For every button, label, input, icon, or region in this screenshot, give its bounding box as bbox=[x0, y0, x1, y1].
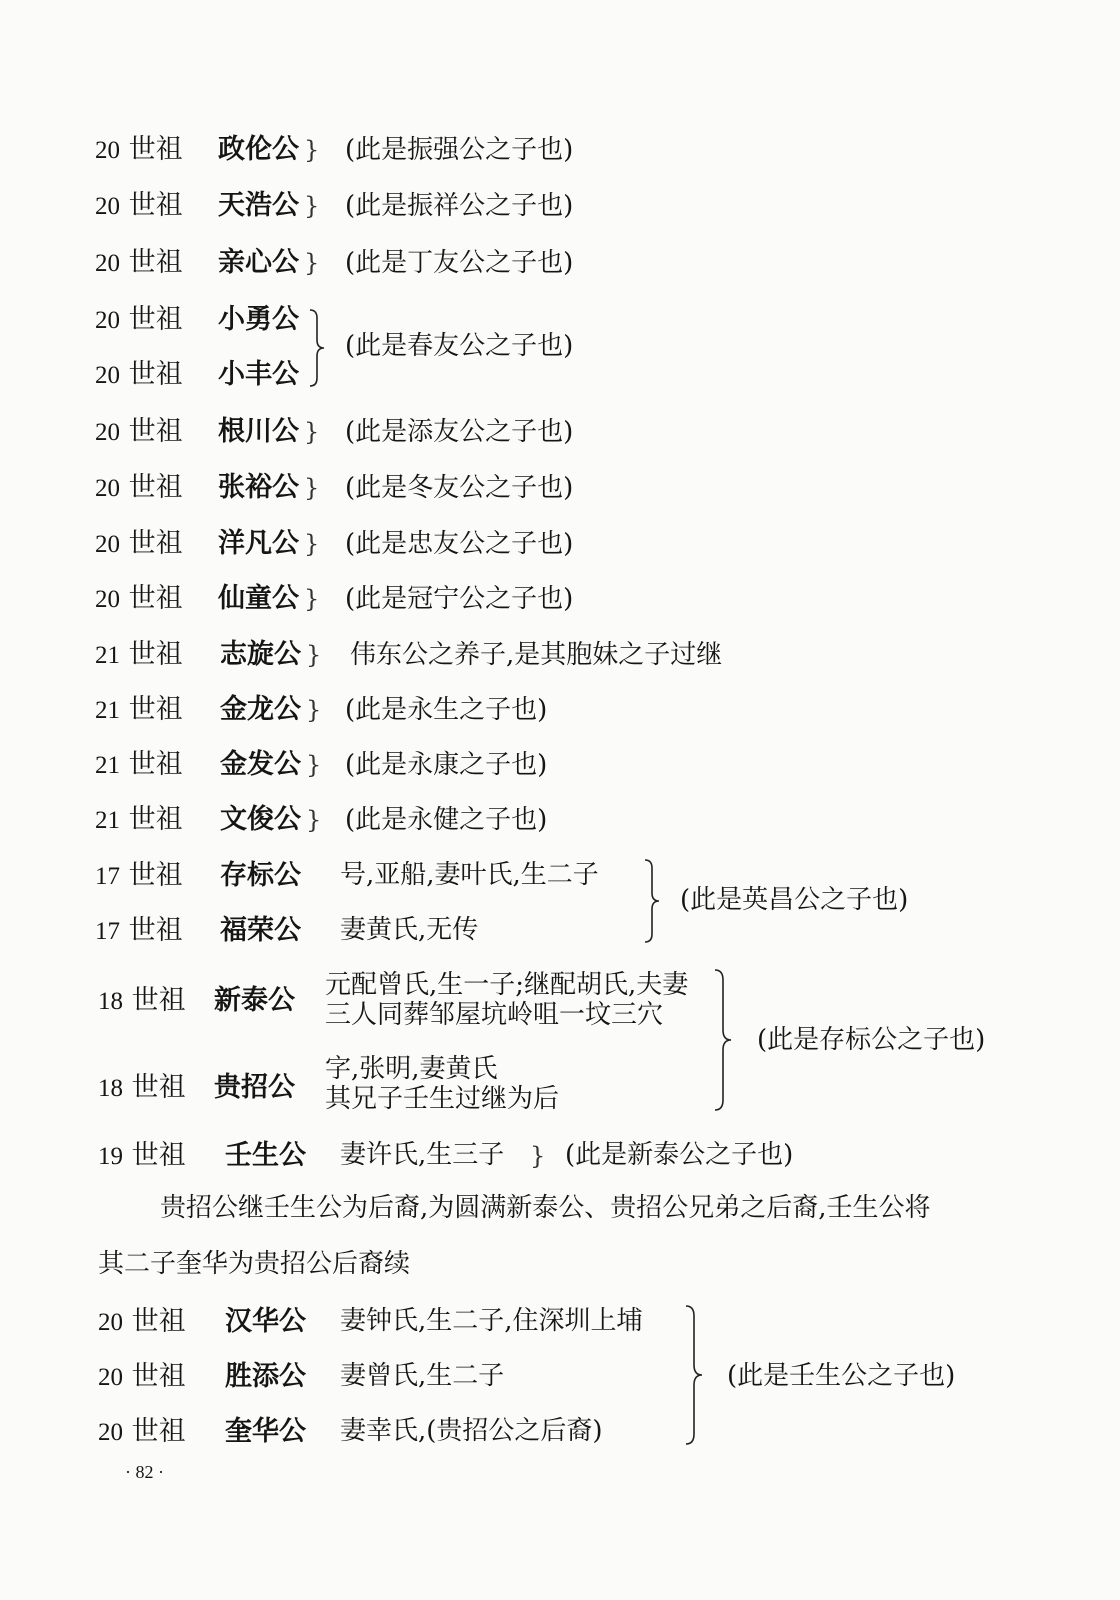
lineage-note: (此是永健之子也) bbox=[345, 805, 548, 835]
brace-mark: } bbox=[530, 1142, 546, 1170]
ancestor-name: 小丰公 bbox=[218, 359, 299, 390]
generation-label: 世祖 bbox=[128, 359, 183, 390]
generation-label: 世祖 bbox=[131, 1140, 186, 1171]
ancestor-name: 小勇公 bbox=[218, 304, 299, 335]
generation-number: 20 bbox=[95, 419, 120, 446]
generation-label: 世祖 bbox=[128, 639, 183, 670]
ancestor-description: 妻幸氏,(贵招公之后裔) bbox=[340, 1416, 603, 1446]
brace-mark: } bbox=[306, 641, 322, 669]
generation-label: 世祖 bbox=[128, 860, 183, 891]
ancestor-description: 其兄子壬生过继为后 bbox=[325, 1084, 560, 1114]
brace-mark: } bbox=[304, 136, 320, 164]
curly-brace bbox=[306, 308, 328, 388]
ancestor-name: 仙童公 bbox=[218, 583, 299, 614]
page-number: · 82 · bbox=[125, 1462, 164, 1482]
ancestor-name: 壬生公 bbox=[225, 1140, 306, 1171]
generation-label: 世祖 bbox=[131, 1361, 186, 1392]
generation-label: 世祖 bbox=[128, 190, 183, 221]
generation-label: 世祖 bbox=[128, 694, 183, 725]
lineage-note: (此是添友公之子也) bbox=[345, 417, 574, 447]
ancestor-description: 号,亚船,妻叶氏,生二子 bbox=[340, 860, 599, 890]
ancestor-name: 洋凡公 bbox=[218, 528, 299, 559]
ancestor-description: 三人同葬邹屋坑岭咀一坟三穴 bbox=[325, 1000, 664, 1030]
lineage-note: (此是冠宁公之子也) bbox=[345, 584, 574, 614]
brace-mark: } bbox=[304, 418, 320, 446]
generation-number: 20 bbox=[95, 193, 120, 220]
ancestor-name: 张裕公 bbox=[218, 472, 299, 503]
ancestor-name: 存标公 bbox=[220, 860, 301, 891]
generation-number: 20 bbox=[95, 531, 120, 558]
brace-mark: } bbox=[306, 751, 322, 779]
generation-number: 20 bbox=[95, 475, 120, 502]
generation-number: 21 bbox=[95, 807, 120, 834]
generation-number: 18 bbox=[98, 1075, 123, 1102]
generation-label: 世祖 bbox=[128, 134, 183, 165]
generation-label: 世祖 bbox=[128, 583, 183, 614]
ancestor-description: 妻黄氏,无传 bbox=[340, 915, 479, 945]
generation-number: 20 bbox=[98, 1419, 123, 1446]
lineage-note: (此是存标公之子也) bbox=[757, 1025, 986, 1055]
generation-label: 世祖 bbox=[128, 247, 183, 278]
generation-label: 世祖 bbox=[128, 304, 183, 335]
brace-mark: } bbox=[306, 696, 322, 724]
curly-brace bbox=[683, 1304, 707, 1446]
generation-label: 世祖 bbox=[128, 472, 183, 503]
ancestor-description: 妻曾氏,生二子 bbox=[340, 1361, 505, 1391]
ancestor-name: 金发公 bbox=[220, 749, 301, 780]
ancestor-name: 胜添公 bbox=[225, 1361, 306, 1392]
generation-number: 21 bbox=[95, 752, 120, 779]
ancestor-name: 文俊公 bbox=[220, 804, 301, 835]
ancestor-description: 妻钟氏,生二子,住深圳上埔 bbox=[340, 1306, 643, 1336]
lineage-note: (此是新泰公之子也) bbox=[565, 1140, 794, 1170]
lineage-note: (此是冬友公之子也) bbox=[345, 473, 574, 503]
generation-label: 世祖 bbox=[131, 1072, 186, 1103]
generation-number: 19 bbox=[98, 1143, 123, 1170]
ancestor-name: 新泰公 bbox=[214, 985, 295, 1016]
lineage-note: (此是忠友公之子也) bbox=[345, 529, 574, 559]
generation-label: 世祖 bbox=[131, 1306, 186, 1337]
lineage-note: (此是永康之子也) bbox=[345, 750, 548, 780]
curly-brace bbox=[712, 968, 736, 1112]
generation-label: 世祖 bbox=[131, 985, 186, 1016]
generation-label: 世祖 bbox=[131, 1416, 186, 1447]
brace-mark: } bbox=[304, 249, 320, 277]
generation-label: 世祖 bbox=[128, 804, 183, 835]
ancestor-name: 福荣公 bbox=[220, 915, 301, 946]
ancestor-name: 根川公 bbox=[218, 416, 299, 447]
ancestor-name: 贵招公 bbox=[214, 1072, 295, 1103]
generation-number: 21 bbox=[95, 642, 120, 669]
lineage-note: (此是春友公之子也) bbox=[345, 331, 574, 361]
lineage-note: (此是壬生公之子也) bbox=[727, 1361, 956, 1391]
generation-number: 17 bbox=[95, 918, 120, 945]
ancestor-name: 天浩公 bbox=[218, 190, 299, 221]
ancestor-name: 志旋公 bbox=[220, 639, 301, 670]
generation-label: 世祖 bbox=[128, 528, 183, 559]
generation-number: 20 bbox=[98, 1364, 123, 1391]
lineage-note: (此是英昌公之子也) bbox=[680, 885, 909, 915]
generation-label: 世祖 bbox=[128, 749, 183, 780]
ancestor-description: 元配曾氏,生一子;继配胡氏,夫妻 bbox=[325, 970, 689, 1000]
generation-number: 17 bbox=[95, 863, 120, 890]
generation-number: 20 bbox=[95, 362, 120, 389]
paragraph-line: 贵招公继壬生公为后裔,为圆满新泰公、贵招公兄弟之后裔,壬生公将 bbox=[160, 1193, 931, 1223]
generation-number: 20 bbox=[95, 307, 120, 334]
generation-number: 21 bbox=[95, 697, 120, 724]
generation-number: 18 bbox=[98, 988, 123, 1015]
ancestor-description: 字,张明,妻黄氏 bbox=[325, 1054, 498, 1084]
lineage-note: (此是振祥公之子也) bbox=[345, 191, 574, 221]
ancestor-name: 金龙公 bbox=[220, 694, 301, 725]
ancestor-name: 汉华公 bbox=[225, 1306, 306, 1337]
generation-number: 20 bbox=[95, 586, 120, 613]
generation-label: 世祖 bbox=[128, 416, 183, 447]
brace-mark: } bbox=[304, 474, 320, 502]
ancestor-name: 奎华公 bbox=[225, 1416, 306, 1447]
generation-number: 20 bbox=[98, 1309, 123, 1336]
lineage-note: (此是永生之子也) bbox=[345, 695, 548, 725]
generation-number: 20 bbox=[95, 250, 120, 277]
ancestor-name: 政伦公 bbox=[218, 134, 299, 165]
brace-mark: } bbox=[304, 585, 320, 613]
generation-number: 20 bbox=[95, 137, 120, 164]
brace-mark: } bbox=[306, 806, 322, 834]
ancestor-name: 亲心公 bbox=[218, 247, 299, 278]
paragraph-line: 其二子奎华为贵招公后裔续 bbox=[98, 1249, 411, 1279]
lineage-note: (此是振强公之子也) bbox=[345, 135, 574, 165]
ancestor-description: 妻许氏,生三子 bbox=[340, 1140, 505, 1170]
brace-mark: } bbox=[304, 192, 320, 220]
lineage-note: (此是丁友公之子也) bbox=[345, 248, 574, 278]
generation-label: 世祖 bbox=[128, 915, 183, 946]
curly-brace bbox=[642, 858, 664, 944]
lineage-note: 伟东公之养子,是其胞妹之子过继 bbox=[350, 640, 723, 670]
brace-mark: } bbox=[304, 530, 320, 558]
